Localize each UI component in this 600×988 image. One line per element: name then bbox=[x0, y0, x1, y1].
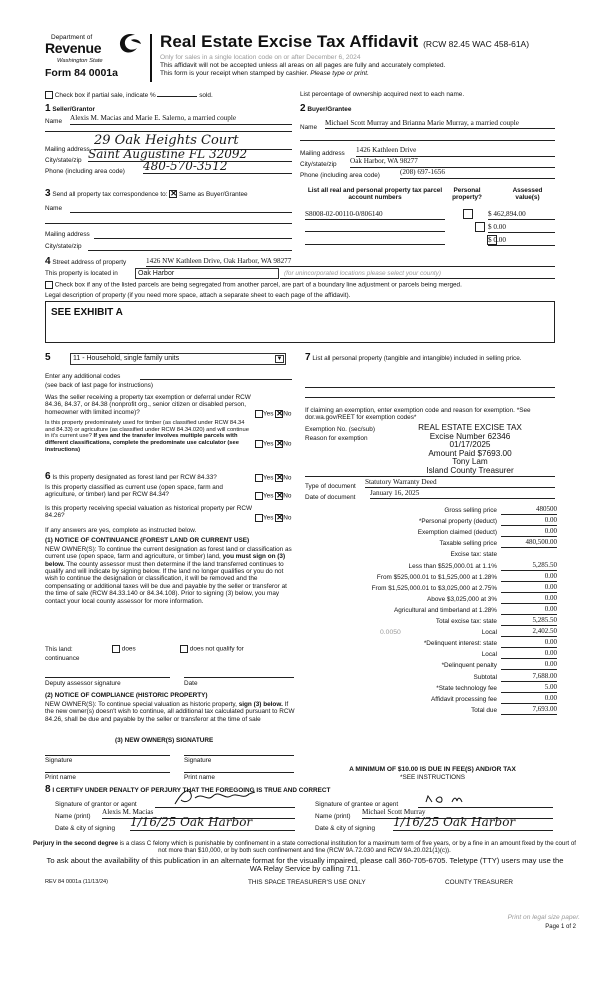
s6-q1-row bbox=[45, 471, 217, 483]
partial-sale-checkbox[interactable] bbox=[45, 91, 53, 99]
land-does-checkbox[interactable] bbox=[112, 645, 120, 653]
new-owner-sig-1-label: Signature bbox=[45, 757, 73, 764]
form-statute: (RCW 82.45 WAC 458-61A) bbox=[423, 39, 530, 49]
seller-heading-num: 1 bbox=[45, 103, 51, 114]
new-owner-sig-2-label: Signature bbox=[184, 757, 212, 764]
segregated-row bbox=[45, 281, 462, 289]
calc-row-label: Above $3,025,000 at 3% bbox=[427, 595, 497, 603]
parcel-row-1-value[interactable]: $ 462,894.00 bbox=[488, 210, 555, 220]
s6-q2-no-checkbox[interactable] bbox=[275, 492, 283, 500]
alt-format-notice: To ask about the availability of this publication in an alternate format for the visually impaired, please call 360-705-6705. Teletype (TTY) users may use the WA Relay Service by calling 711. bbox=[46, 856, 564, 874]
section6-num: 6 bbox=[45, 471, 51, 482]
deputy-signature-field[interactable] bbox=[45, 668, 170, 678]
perjury-text: is a class C felony which is punishable by confinement in a state correctional institution for a maximum term of five years, or by a fine in an amount fixed by the court of not more than $10,000, or by both such confinement and fine (RCW 9A.72.030 and RCW 9A.20.021(1)(c)). bbox=[119, 840, 577, 855]
calc-row bbox=[305, 538, 557, 549]
section5-num: 5 bbox=[45, 352, 51, 363]
parcels-col3-header: Assessed value(s) bbox=[512, 187, 543, 202]
corr-mailing-field[interactable] bbox=[94, 228, 292, 239]
buyer-heading-num: 2 bbox=[300, 103, 306, 114]
grantor-name-field[interactable]: Alexis M. Macias bbox=[102, 808, 295, 819]
doc-date-field[interactable]: January 16, 2025 bbox=[370, 489, 555, 499]
section8-heading-text: I CERTIFY UNDER PENALTY OF PERJURY THAT THE FOREGOING IS TRUE AND CORRECT bbox=[52, 787, 331, 794]
land-does-label: does bbox=[121, 645, 136, 653]
s6-q3-no-label: No bbox=[283, 514, 292, 522]
calc-row bbox=[305, 594, 557, 605]
buyer-name-line2 bbox=[300, 140, 555, 141]
calc-row bbox=[305, 694, 557, 705]
grantor-sig-label: Signature of grantor or agent bbox=[55, 801, 137, 808]
grantor-signature-mark bbox=[155, 788, 295, 806]
s6-c2-body-c: If the new owner(s) doesn't wish to continue, all additional tax calculated pursuant to RCW 84.26, shall be due and payable by the seller or transferor at the time of sale bbox=[45, 701, 295, 723]
s5-q1-answer bbox=[255, 410, 291, 418]
calc-row-label: Less than $525,000.01 at 1.1% bbox=[408, 562, 497, 570]
header-divider bbox=[150, 34, 152, 82]
grantee-signature-mark bbox=[418, 790, 553, 806]
located-label: This property is located in bbox=[45, 270, 118, 277]
parcel-row-2-personal-checkbox[interactable] bbox=[475, 222, 485, 232]
s5-q2-yes-checkbox[interactable] bbox=[255, 440, 263, 448]
reason-label: Reason for exemption bbox=[305, 435, 368, 442]
stamp-line-1: REAL ESTATE EXCISE TAX bbox=[418, 423, 522, 432]
section8-num: 8 bbox=[45, 784, 51, 795]
land-does-not-option bbox=[180, 645, 244, 653]
corr-heading bbox=[45, 188, 248, 200]
buyer-city-label: City/state/zip bbox=[300, 161, 337, 168]
parcels-col2-header: Personal property? bbox=[452, 187, 482, 202]
calc-row bbox=[305, 638, 557, 649]
calc-row-label: Local bbox=[481, 629, 497, 637]
s6-q1-no-label: No bbox=[283, 474, 292, 482]
calc-row-value[interactable]: 0.00 bbox=[501, 605, 557, 615]
s5-q1-text: Was the seller receiving a property tax exemption or deferral under RCW 84.36, 84.37, or 84.38 (nonprofit org., senior citizen or disabled person, homeowner with limited income)? bbox=[45, 394, 251, 416]
personal-property-line-1[interactable] bbox=[305, 380, 555, 388]
buyer-heading bbox=[300, 103, 351, 115]
land-does-option bbox=[112, 645, 136, 653]
s6-q3-no-checkbox[interactable] bbox=[275, 514, 283, 522]
s6-q1-yes-checkbox[interactable] bbox=[255, 474, 263, 482]
seller-name-field[interactable]: Alexis M. Macias and Marie E. Salerno, a married couple bbox=[70, 114, 292, 125]
calc-row-value[interactable]: 7,688.00 bbox=[501, 672, 557, 682]
calc-row-label: Subtotal bbox=[473, 673, 497, 681]
perjury-bold: Perjury in the second degree bbox=[32, 840, 118, 847]
legal-description-text: SEE EXHIBIT A bbox=[51, 307, 123, 318]
buyer-city-field[interactable]: Oak Harbor, WA 98277 bbox=[350, 157, 555, 168]
form-title: Real Estate Excise Tax Affidavit bbox=[160, 32, 419, 51]
s6-c2-body-a: NEW OWNER(S): To continue special valuation as historic property, bbox=[45, 701, 237, 708]
seller-mailing-field[interactable]: 29 Oak Heights Court bbox=[94, 134, 292, 150]
calc-row-label: Total excise tax: state bbox=[435, 618, 497, 625]
calc-row-value[interactable]: 0.00 bbox=[501, 649, 557, 659]
corr-mailing-label: Mailing address bbox=[45, 231, 90, 238]
personal-property-line-2[interactable] bbox=[305, 390, 555, 398]
calc-row-label: Agricultural and timberland at 1.28% bbox=[393, 606, 497, 614]
buyer-phone-label: Phone (including area code) bbox=[300, 172, 380, 179]
calc-row bbox=[305, 672, 557, 683]
s6-c1-body-b: you must sign on (3) below. bbox=[45, 553, 286, 568]
additional-codes-label: Enter any additional codes bbox=[45, 373, 121, 380]
form-title-row bbox=[160, 32, 529, 52]
new-owner-sig-1-line[interactable] bbox=[45, 746, 170, 756]
chevron-down-icon[interactable]: ▼ bbox=[276, 356, 283, 362]
calc-row-value[interactable]: 480,500.00 bbox=[501, 538, 557, 548]
s5-q2-text bbox=[45, 420, 255, 453]
new-owner-print-2-label: Print name bbox=[184, 774, 215, 781]
partial-sale-row bbox=[45, 90, 213, 99]
seller-phone-label: Phone (including area code) bbox=[45, 168, 125, 175]
header-note-2-row bbox=[160, 70, 369, 78]
buyer-phone-field[interactable]: (208) 697-1656 bbox=[400, 168, 555, 179]
land-does-not-label: does not qualify for bbox=[189, 645, 244, 653]
section7-num: 7 bbox=[305, 352, 311, 363]
s6-c3-head: (3) NEW OWNER(S) SIGNATURE bbox=[115, 737, 214, 744]
stamp-line-5: Tony Lam bbox=[452, 457, 488, 467]
s7-heading bbox=[305, 352, 557, 364]
corr-heading-num: 3 bbox=[45, 188, 51, 199]
s5-q2-no-label: No bbox=[283, 440, 292, 448]
calc-row-value[interactable]: 0.00 bbox=[501, 638, 557, 648]
new-owner-sig-2-line[interactable] bbox=[184, 746, 294, 756]
s5-q1-no-checkbox[interactable] bbox=[275, 410, 283, 418]
stamp-line-2: Excise Number 62346 bbox=[429, 431, 511, 441]
s6-q1-text: Is this property designated as forest land per RCW 84.33? bbox=[52, 474, 217, 481]
grantor-date-field[interactable]: 1/16/25 Oak Harbor bbox=[130, 816, 295, 831]
calc-row bbox=[305, 649, 557, 660]
s6-q2-yes-checkbox[interactable] bbox=[255, 492, 263, 500]
calc-row-label: From $525,000.01 to $1,525,000 at 1.28% bbox=[376, 573, 497, 581]
s5-q1-yes-label: Yes bbox=[263, 410, 274, 418]
doc-type-label: Type of document bbox=[305, 483, 356, 490]
s6-q3-answer bbox=[255, 514, 291, 522]
s6-c1-body bbox=[45, 546, 295, 605]
calc-row bbox=[305, 516, 557, 527]
buyer-name-label: Name bbox=[300, 124, 318, 131]
form-number: Form 84 0001a bbox=[45, 67, 118, 79]
calc-row-value[interactable]: 2,402.50 bbox=[501, 627, 557, 637]
header-note-1: This affidavit will not be accepted unless all areas on all pages are fully and accurately completed. bbox=[160, 62, 446, 69]
seller-mailing-label: Mailing address bbox=[45, 146, 90, 153]
dept-line1: Department of bbox=[51, 34, 93, 41]
page-number: Page 1 of 2 bbox=[545, 924, 576, 930]
s6-q2-yes-label: Yes bbox=[263, 492, 274, 500]
buyer-name-field[interactable]: Michael Scott Murray and Brianna Marie Murray, a married couple bbox=[325, 119, 519, 127]
corr-name-label: Name bbox=[45, 205, 63, 212]
new-owner-print-1-label: Print name bbox=[45, 774, 76, 781]
calc-row bbox=[305, 627, 557, 638]
calc-row-label: Gross selling price bbox=[444, 507, 497, 514]
grantor-name-label: Name (print) bbox=[55, 813, 91, 820]
stamp-line-3: 01/17/2025 bbox=[449, 440, 491, 450]
calc-row-value[interactable]: 0.00 bbox=[501, 660, 557, 670]
calc-row bbox=[305, 549, 557, 560]
deputy-date-label: Date bbox=[184, 680, 198, 687]
street-row bbox=[45, 256, 126, 268]
dept-name: Revenue bbox=[45, 40, 102, 56]
grantee-date-label: Date & city of signing bbox=[315, 825, 376, 832]
parcel-row-2-value[interactable]: $ 0.00 bbox=[488, 223, 555, 233]
calc-row-label: *Personal property (deduct) bbox=[418, 518, 497, 526]
land-label: This land: bbox=[45, 646, 73, 653]
exempt-text: If claiming an exemption, enter exemption code and reason for exemption. *See dor.wa.gov/REET for exemption codes* bbox=[305, 407, 531, 422]
grantor-date-label: Date & city of signing bbox=[55, 825, 116, 832]
s6-c2-body bbox=[45, 701, 297, 723]
legal-description-box[interactable] bbox=[45, 301, 555, 343]
seller-city-label: City/state/zip bbox=[45, 157, 82, 164]
s6-q3-yes-checkbox[interactable] bbox=[255, 514, 263, 522]
calc-row bbox=[305, 683, 557, 694]
s6-q2-answer bbox=[255, 492, 291, 500]
street-field[interactable]: 1426 NW Kathleen Drive, Oak Harbor, WA 98277 bbox=[146, 257, 555, 267]
grantee-sig-label: Signature of grantee or agent bbox=[315, 801, 399, 808]
calc-row-value[interactable]: 0.00 bbox=[501, 694, 557, 704]
calc-row bbox=[305, 605, 557, 616]
calc-row-value[interactable]: 0.00 bbox=[501, 594, 557, 604]
seller-phone-field[interactable]: 480-570-3512 bbox=[143, 160, 292, 174]
deputy-signature-label: Deputy assessor signature bbox=[45, 680, 121, 687]
additional-codes-field[interactable] bbox=[140, 372, 292, 380]
partial-sale-sold: sold. bbox=[199, 92, 213, 99]
calc-row-value[interactable]: 0.00 bbox=[501, 527, 557, 537]
s5-q2-yes-label: Yes bbox=[263, 440, 274, 448]
partial-sale-label: Check box if partial sale, indicate % bbox=[54, 92, 156, 99]
deputy-date-field[interactable] bbox=[184, 668, 294, 678]
reason-line bbox=[305, 476, 555, 477]
s6-q2-text: Is this property classified as current use (open space, farm and agriculture, or timber) land per RCW 84.34? bbox=[45, 484, 223, 499]
ownership-note: List percentage of ownership acquired next to each name. bbox=[300, 91, 465, 98]
seller-city-field[interactable]: Saint Augustine FL 32092 bbox=[88, 148, 292, 162]
exempt-no-label: Exemption No. (sec/sub) bbox=[305, 426, 375, 433]
header-note-grey: Only for sales in a single location code on or after December 6, 2024 bbox=[160, 54, 361, 61]
continuance-label: continuance bbox=[45, 655, 80, 662]
same-as-buyer-label: Same as Buyer/Grantee bbox=[179, 191, 248, 198]
rev-number: REV 84 0001a (11/13/24) bbox=[45, 879, 109, 885]
calc-row-label: Excise tax: state bbox=[450, 551, 497, 559]
s6-c2-body-b: sign (3) below. bbox=[238, 701, 283, 708]
seller-name-label: Name bbox=[45, 118, 63, 125]
calc-row-value[interactable]: 5,285.50 bbox=[501, 561, 557, 571]
parcels-col1-header: List all real and personal property tax parcel account numbers bbox=[307, 187, 443, 202]
s5-q2b: If yes and the transfer involves multiple parcels with different classifications, complete the predominate use calculator (see instructions) bbox=[45, 433, 239, 453]
corr-heading-label: Send all property tax correspondence to: bbox=[52, 191, 168, 198]
county-treasurer-label: COUNTY TREASURER bbox=[445, 879, 513, 886]
s6-q2-no-label: No bbox=[283, 492, 292, 500]
grantor-signature-field[interactable] bbox=[155, 794, 295, 808]
corr-name-line2 bbox=[45, 223, 292, 224]
additional-codes-note: (see back of last page for instructions) bbox=[45, 382, 153, 389]
corr-city-label: City/state/zip bbox=[45, 243, 82, 250]
parcel-row-1-personal-checkbox[interactable] bbox=[463, 209, 473, 219]
calc-row bbox=[305, 583, 557, 594]
minimum-due-note: A MINIMUM OF $10.00 IS DUE IN FEE(S) AND/OR TAX bbox=[349, 766, 516, 773]
s5-q2-no-checkbox[interactable] bbox=[275, 440, 283, 448]
calc-row-label: Exemption claimed (deduct) bbox=[417, 529, 497, 537]
seller-name-line2 bbox=[45, 131, 292, 132]
s6-c1-head: (1) NOTICE OF CONTINUANCE (FOREST LAND OR CURRENT USE) bbox=[45, 537, 250, 544]
calc-row-label: *Delinquent interest: state bbox=[423, 640, 497, 648]
new-owner-print-1-line[interactable] bbox=[45, 763, 170, 773]
new-owner-print-2-line[interactable] bbox=[184, 763, 294, 773]
calc-row-label: *Delinquent penalty bbox=[441, 662, 497, 670]
calc-row-label: Local bbox=[481, 651, 497, 659]
calc-row-value[interactable]: 7,693.00 bbox=[501, 705, 557, 715]
grantee-name-label: Name (print) bbox=[315, 813, 351, 820]
s6-intro: If any answers are yes, complete as instructed below. bbox=[45, 527, 197, 534]
calc-row-label: Total due bbox=[471, 706, 497, 714]
calc-table bbox=[305, 505, 557, 767]
corr-name-field[interactable] bbox=[70, 202, 292, 213]
calc-row-label: Affidavit processing fee bbox=[431, 695, 497, 703]
property-heading-num: 4 bbox=[45, 256, 51, 267]
legal-label: Legal description of property (if you need more space, attach a separate sheet to each page of the affidavit). bbox=[45, 292, 351, 299]
header-note-2-italic: Please type or print. bbox=[310, 70, 369, 77]
calc-row-value[interactable]: 0.00 bbox=[501, 572, 557, 582]
print-note: Print on legal size paper. bbox=[507, 914, 580, 921]
s6-c2-head: (2) NOTICE OF COMPLIANCE (HISTORIC PROPERTY) bbox=[45, 692, 208, 699]
revenue-swirl-icon bbox=[115, 32, 143, 56]
parcel-row-3-value[interactable]: $ 0.00 bbox=[488, 236, 555, 246]
calc-row bbox=[305, 572, 557, 583]
s5-q1-yes-checkbox[interactable] bbox=[255, 410, 263, 418]
parcel-row-1-number[interactable]: S8008-02-00110-0/806140 bbox=[305, 210, 445, 220]
buyer-name-line1 bbox=[325, 128, 555, 129]
dept-state: Washington State bbox=[57, 58, 103, 64]
partial-sale-percent-field[interactable] bbox=[157, 90, 197, 97]
corr-city-field[interactable] bbox=[88, 240, 292, 251]
same-as-buyer-checkbox[interactable] bbox=[169, 190, 177, 198]
calc-row bbox=[305, 561, 557, 572]
land-does-not-checkbox[interactable] bbox=[180, 645, 188, 653]
s6-q1-no-checkbox[interactable] bbox=[275, 474, 283, 482]
calc-row-label: From $1,525,000.01 to $3,025,000 at 2.75% bbox=[371, 584, 497, 592]
calc-row-value[interactable]: 0.00 bbox=[501, 583, 557, 593]
buyer-mailing-label: Mailing address bbox=[300, 150, 345, 157]
located-hint: (for unincorporated locations please select your county) bbox=[284, 270, 442, 277]
s6-q1-answer bbox=[255, 474, 291, 482]
dept-logo bbox=[45, 34, 147, 86]
treasurer-stamp bbox=[385, 424, 555, 476]
doc-type-field[interactable]: Statutory Warranty Deed bbox=[365, 478, 555, 488]
seller-heading bbox=[45, 103, 95, 115]
stamp-line-6: Island County Treasurer bbox=[426, 466, 514, 476]
section7-heading-text: List all personal property (tangible and intangible) included in selling price. bbox=[312, 355, 522, 362]
s5-q2a: Is this property predominately used for timber (as classified under RCW 84.34 and 84.33) or agriculture (as classified under RCW 84.34.020) and will continue in it's current use? bbox=[45, 420, 249, 440]
doc-date-label: Date of document bbox=[305, 494, 356, 501]
header-note-2: This form is your receipt when stamped by cashier. bbox=[160, 70, 309, 77]
see-instructions: *SEE INSTRUCTIONS bbox=[400, 774, 465, 781]
s6-q1-yes-label: Yes bbox=[263, 474, 274, 482]
calc-row-value[interactable]: 5,285.50 bbox=[501, 616, 557, 626]
grantee-name-field[interactable]: Michael Scott Murray bbox=[362, 808, 553, 819]
perjury-notice bbox=[32, 840, 577, 854]
treasurer-use-label: THIS SPACE TREASURER'S USE ONLY bbox=[248, 879, 366, 886]
use-code-select[interactable] bbox=[70, 353, 286, 365]
calc-row bbox=[305, 527, 557, 538]
buyer-heading-label: Buyer/Grantee bbox=[307, 106, 352, 113]
s5-q1-no-label: No bbox=[283, 410, 292, 418]
calc-row-value[interactable]: 5.00 bbox=[501, 683, 557, 693]
calc-row bbox=[305, 705, 557, 716]
calc-row-value[interactable]: 0.00 bbox=[501, 516, 557, 526]
calc-row-label: Taxable selling price bbox=[439, 540, 497, 548]
street-label: Street address of property bbox=[52, 259, 127, 266]
calc-row bbox=[305, 660, 557, 671]
s6-q3-text: Is this property receiving special valuation as historical property per RCW 84.26? bbox=[45, 505, 253, 520]
buyer-mailing-field[interactable]: 1426 Kathleen Drive bbox=[356, 146, 555, 157]
local-rate-field[interactable]: 0.0050 bbox=[380, 629, 401, 637]
grantee-signature-field[interactable] bbox=[418, 794, 553, 808]
parcel-row-3-number[interactable] bbox=[305, 235, 445, 245]
s6-c1-body-c: The county assessor must then determine if the land transferred continues to qualify and will indicate by signing below. If the land no longer qualifies or you do not wish to continue the designation or classification, it will be removed and the compensating or additional taxes will be due and payable by the seller or transferor at the time of sale (RCW 84.33.140 or 84.34.108). Prior to signing (3) below, you may contact your local county assessor for more information. bbox=[45, 560, 287, 605]
calc-row bbox=[305, 616, 557, 627]
segregated-label: Check box if any of the listed parcels are being segregated from another parcel, are part of a boundary line adjustment or parcels being merged. bbox=[54, 281, 462, 289]
s5-q2-answer bbox=[255, 440, 291, 448]
calc-row-label: *State technology fee bbox=[436, 684, 497, 692]
located-line bbox=[280, 278, 555, 279]
calc-row-value[interactable]: 480500 bbox=[501, 505, 557, 515]
grantee-date-field[interactable]: 1/16/25 Oak Harbor bbox=[393, 816, 553, 831]
located-select[interactable]: Oak Harbor bbox=[135, 268, 279, 279]
calc-row bbox=[305, 505, 557, 516]
s6-c1-body-a: NEW OWNER(S): To continue the current designation as forest land or classification as current use (open space, farm and agriculture, or timber) land, bbox=[45, 546, 292, 561]
stamp-line-4: Amount Paid $7693.00 bbox=[428, 448, 512, 458]
segregated-checkbox[interactable] bbox=[45, 281, 53, 289]
parcel-row-2-number[interactable] bbox=[305, 222, 445, 232]
use-code-value: 11 - Household, single family units bbox=[73, 355, 180, 362]
s6-q3-yes-label: Yes bbox=[263, 514, 274, 522]
seller-heading-label: Seller/Grantor bbox=[52, 106, 95, 113]
